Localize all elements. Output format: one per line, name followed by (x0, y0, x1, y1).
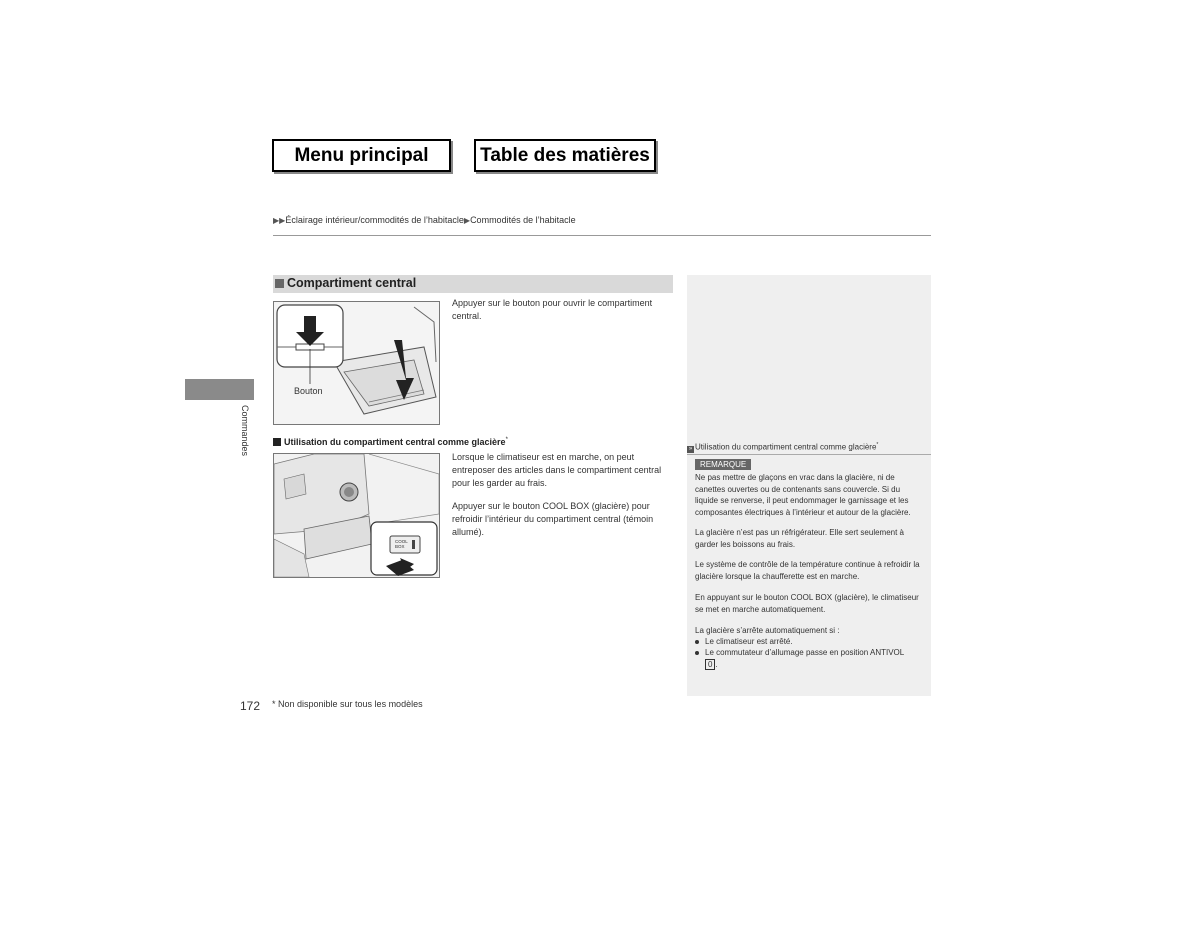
console-compartment-figure (273, 301, 440, 425)
footnote-text: * Non disponible sur tous les modèles (272, 699, 423, 709)
sidebar-divider (687, 454, 931, 455)
sidebar-star: * (876, 442, 879, 448)
chapter-tab-label: Commandes (240, 405, 250, 457)
bullet-icon (695, 640, 699, 644)
bullet-2-text: Le commutateur d’allumage passe en position ANTIVOL (705, 648, 905, 657)
bullet-1-text: Le climatiseur est arrêté. (705, 637, 793, 646)
page-number: 172 (240, 699, 261, 713)
subsection-paragraph-1: Lorsque le climatiseur est en marche, on peut entreposer des articles dans le compartiment central pour les garder au frais. (452, 452, 662, 488)
console-compartment-illustration (274, 302, 439, 424)
table-of-contents-button[interactable] (474, 139, 656, 172)
sidebar-paragraph-3: Le système de contrôle de la température continue à refroidir la glacière lorsque la chaufferette est en marche. (695, 560, 920, 581)
header-divider (273, 235, 931, 236)
chapter-tab-marker (185, 379, 254, 400)
breadcrumb (273, 215, 576, 225)
breadcrumb-arrow-icon: ▶ (463, 216, 471, 225)
sidebar-heading-text: Utilisation du compartiment central comme glacière (695, 442, 877, 452)
cool-box-button-label: COOL BOX (395, 539, 408, 549)
subsection-heading (273, 437, 508, 447)
sidebar-bullet-2 (695, 647, 923, 670)
breadcrumb-arrow-icon: ▶▶ (273, 216, 286, 225)
section-title: Compartiment central (287, 276, 417, 290)
cool-box-figure (273, 453, 440, 578)
toc-label: Table des matières (480, 144, 650, 166)
subsection-title: Utilisation du compartiment central comme glacière (284, 437, 506, 447)
bullet-icon (695, 651, 699, 655)
footnote-star: * (505, 437, 508, 443)
ignition-position-box: 0 (705, 659, 715, 670)
main-menu-label: Menu principal (294, 144, 429, 166)
bullet-2-end: . (715, 659, 718, 669)
sidebar-bullet-1 (695, 636, 923, 648)
section-header (273, 275, 673, 293)
reference-arrow-icon: » (688, 445, 693, 452)
main-menu-button[interactable] (272, 139, 451, 172)
section-square-icon (275, 279, 284, 288)
breadcrumb-item-1[interactable]: Éclairage intérieur/commodités de l’habitacle (285, 215, 464, 225)
breadcrumb-item-2[interactable]: Commodités de l’habitacle (470, 215, 576, 225)
section-intro-text: Appuyer sur le bouton pour ouvrir le compartiment central. (452, 298, 653, 321)
figure-label-button: Bouton (294, 386, 323, 396)
subsection-square-icon (273, 438, 281, 446)
dashboard-illustration (274, 454, 439, 577)
notice-badge: REMARQUE (695, 459, 751, 470)
sidebar-paragraph-2: La glacière n’est pas un réfrigérateur. Elle sert seulement à garder les boissons au frais. (695, 528, 905, 549)
sidebar-paragraph-1: Ne pas mettre de glaçons en vrac dans la glacière, ni de canettes ouvertes ou de contenants sans couvercle. Si du liquide se renverse, il peut endommager le garnissage et les composantes électriques à l’intérieur et autour de la glacière. (695, 473, 911, 517)
sidebar-heading (687, 442, 931, 453)
sidebar-paragraph-5: La glacière s’arrête automatiquement si : (695, 626, 840, 635)
sidebar-paragraph-4: En appuyant sur le bouton COOL BOX (glacière), le climatiseur se met en marche automatiquement. (695, 593, 919, 614)
subsection-paragraph-2: Appuyer sur le bouton COOL BOX (glacière) pour refroidir l’intérieur du compartiment central (témoin allumé). (452, 501, 654, 537)
